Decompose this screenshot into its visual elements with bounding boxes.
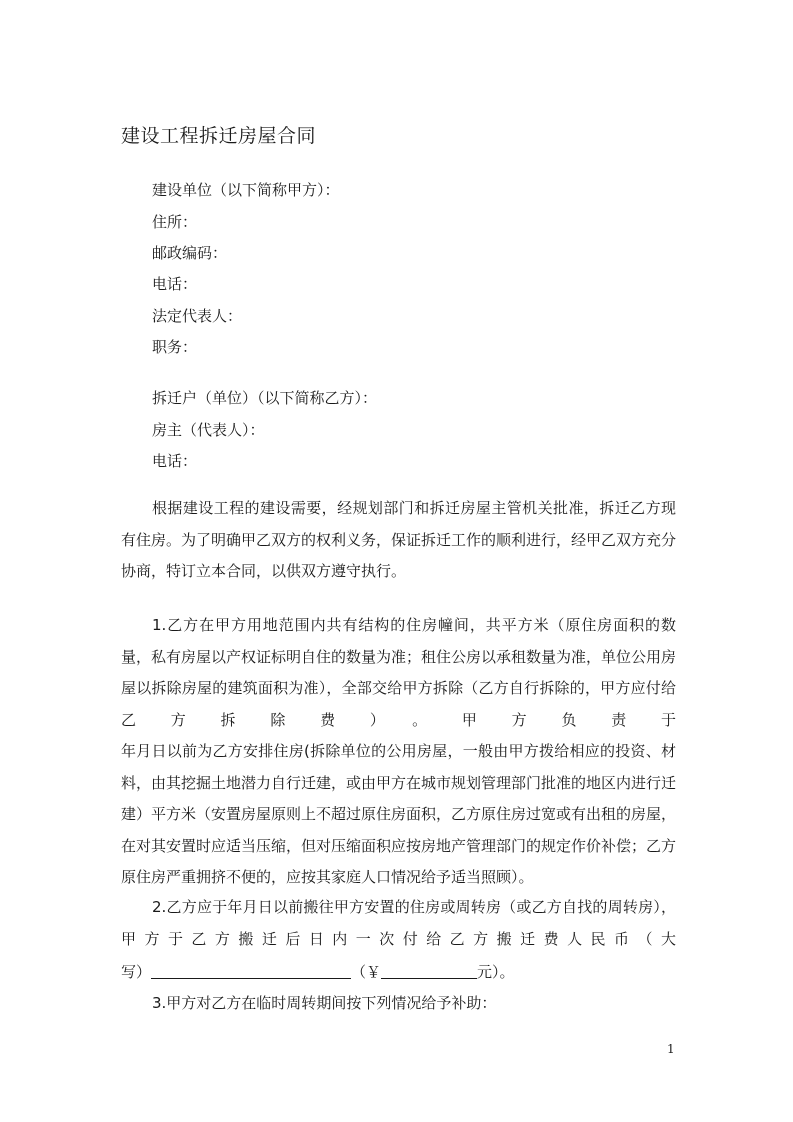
amount-capital-label: 写）: [121, 963, 152, 981]
party-a-phone: 电话：: [152, 275, 198, 293]
amount-figure-blank: [381, 964, 477, 979]
clause-1-part-b: 年月日以前为乙方安排住房(拆除单位的公用房屋，一般由甲方拨给相应的投资、材料，由其挖掘土地潜力自行迁建，或由甲方在城市规划管理部门批准的地区内进行迁建）平方米（安置房屋原则上不超过原住房面积，乙方原住房过宽或有出租的房屋，在对其安置时应适当压缩，但对压缩面积应按房地产管理部门的规定作价补偿；乙方原住房严重拥挤不便的，应按其家庭人口情况给予适当照顾）。: [121, 742, 677, 886]
clause-3: 3.甲方对乙方在临时周转期间按下列情况给予补助：: [152, 994, 497, 1012]
amount-unit-label: 元）。: [477, 963, 515, 981]
party-b-phone: 电话：: [152, 452, 198, 470]
amount-capital-blank: [151, 964, 351, 979]
preamble-paragraph: 根据建设工程的建设需要，经规划部门和拆迁房屋主管机关批准，拆迁乙方现有住房。为了明确甲乙双方的权利义务，保证拆迁工作的顺利进行，经甲乙双方充分协商，特订立本合同，以供双方遵守执行。: [121, 499, 677, 580]
party-a-address: 住所：: [152, 213, 198, 231]
party-b-unit: 拆迁户（单位）（以下简称乙方）：: [152, 389, 378, 407]
clause-1-part-a: 1.乙方在甲方用地范围内共有结构的住房幢间，共平方米（原住房面积的数量，私有房屋以产权证标明自住的数量为准；租住公房以承租数量为准，单位公用房屋以拆除房屋的建筑面积为准），全部交给甲方拆除（乙方自行拆除的，甲方应付给乙方拆除费）。甲方负责于: [121, 616, 677, 729]
clause-2-part-a: 2.乙方应于年月日以前搬往甲方安置的住房或周转房（或乙方自找的周转房），甲方于乙方搬迁后日内一次付给乙方搬迁费人民币（大: [121, 898, 676, 948]
party-a-representative: 法定代表人：: [152, 307, 243, 325]
page-number: 1: [667, 1042, 675, 1056]
party-b-owner: 房主（代表人）：: [152, 421, 265, 439]
clause-2-amount-line: [121, 961, 515, 982]
amount-figure-label: （￥: [351, 963, 382, 981]
party-a-postcode: 邮政编码：: [152, 244, 228, 262]
party-a-position: 职务：: [152, 338, 198, 356]
party-a-unit: 建设单位（以下简称甲方）：: [152, 181, 340, 199]
document-title: 建设工程拆迁房屋合同: [121, 125, 317, 147]
